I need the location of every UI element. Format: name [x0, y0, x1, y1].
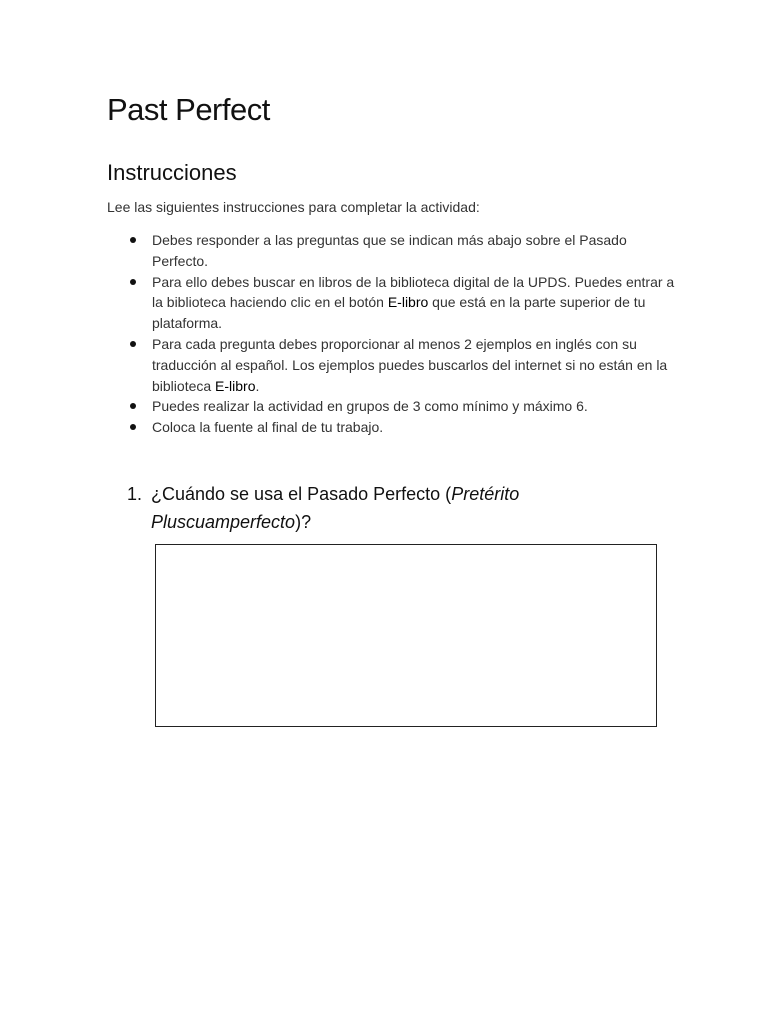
list-item [107, 230, 682, 272]
list-item [107, 272, 682, 334]
list-item-text: Para cada pregunta debes proporcionar al menos 2 ejemplos en inglés con su traducción al español. Los ejemplos puedes buscarlos del internet si no están en la biblioteca [152, 335, 668, 394]
list-item-text: que está en la parte superior de tu plataforma. [152, 294, 646, 332]
bullet-icon [130, 341, 136, 347]
list-item [107, 334, 682, 396]
elibro-link[interactable]: E-libro [215, 377, 256, 394]
bullet-icon [130, 403, 136, 409]
question-text [127, 480, 647, 536]
list-item [107, 396, 682, 417]
intro-text: Lee las siguientes instrucciones para completar la actividad: [107, 199, 480, 215]
list-item-text: . [255, 377, 260, 394]
question-1 [127, 480, 647, 536]
bullet-icon [130, 279, 136, 285]
question-number: 1. [127, 484, 143, 504]
question-text-end: )? [295, 512, 312, 532]
bullet-icon [130, 424, 136, 430]
list-item [107, 417, 682, 438]
instructions-list [107, 230, 682, 438]
list-item-text: Para ello debes buscar en libros de la biblioteca digital de la UPDS. Puedes entrar a la biblioteca haciendo clic en el botón [152, 273, 675, 311]
question-text-start: ¿Cuándo se usa el Pasado Perfecto ( [151, 484, 452, 504]
document-title: Past Perfect [107, 92, 270, 127]
elibro-link[interactable]: E-libro [387, 294, 429, 311]
answer-box[interactable] [155, 544, 657, 727]
list-item-text: Coloca la fuente al final de tu trabajo. [152, 419, 384, 436]
list-item-text: Debes responder a las preguntas que se indican más abajo sobre el Pasado Perfecto. [152, 232, 627, 269]
list-item-text: Puedes realizar la actividad en grupos de 3 como mínimo y máximo 6. [152, 398, 588, 415]
bullet-icon [130, 237, 136, 243]
question-italic-term: Pretérito Pluscuamperfecto [151, 484, 520, 532]
section-heading: Instrucciones [107, 160, 237, 185]
